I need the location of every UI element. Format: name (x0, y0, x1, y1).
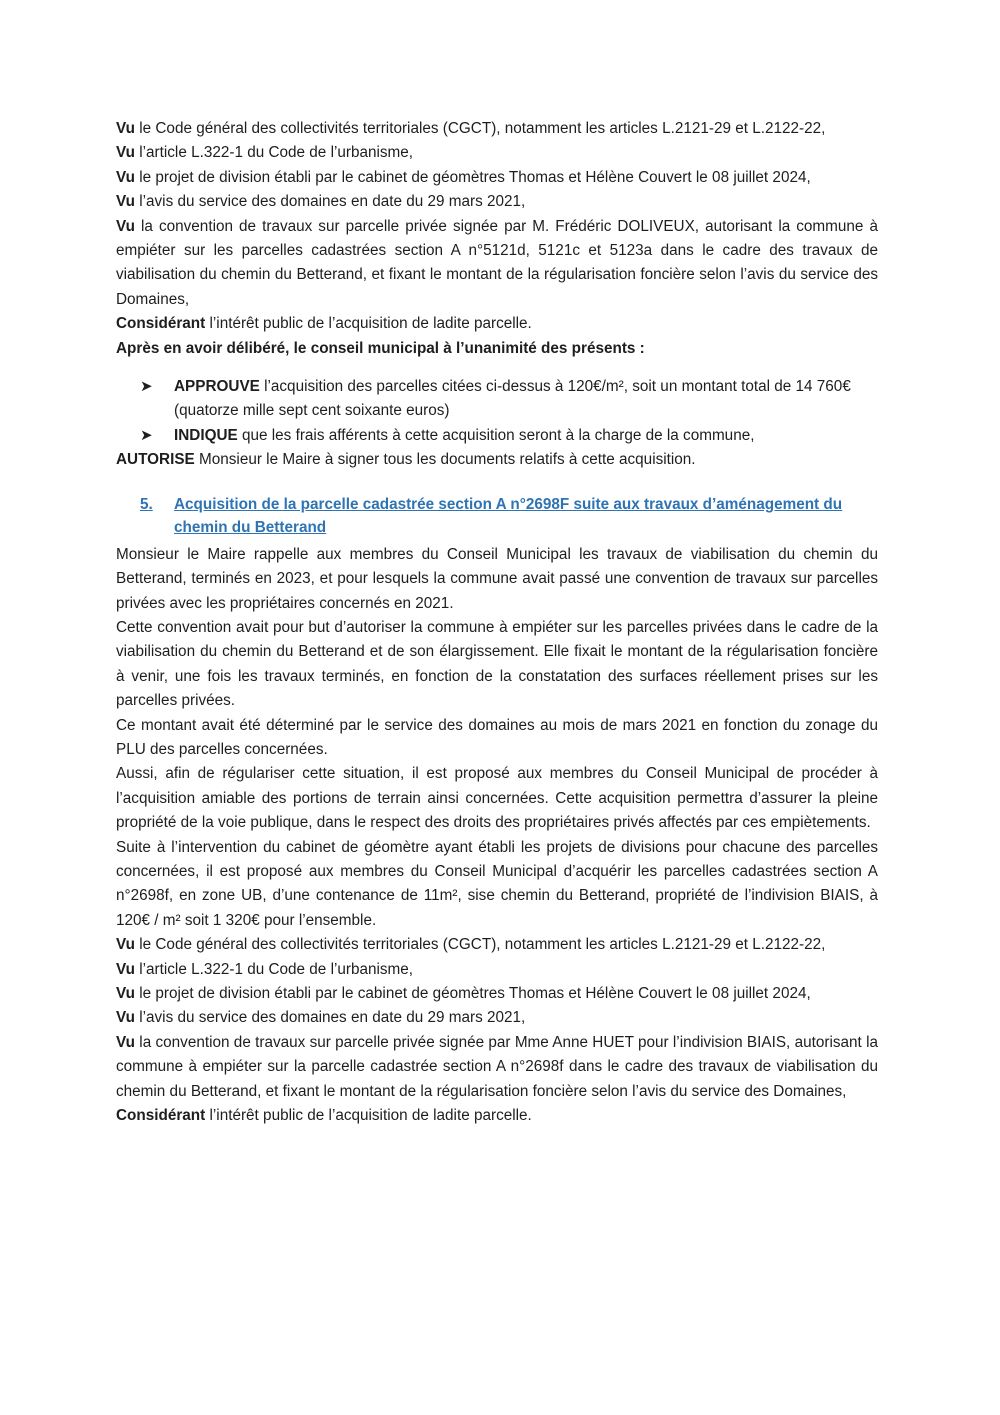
arrow-bullet-icon: ➤ (140, 378, 153, 396)
vu-cgct: Vu le Code général des collectivités territoriales (CGCT), notamment les articles L.2121-29 et L.2122-22, (116, 120, 826, 137)
vu-avis: Vu l’avis du service des domaines en date du 29 mars 2021, (116, 193, 526, 211)
arrow-bullet-icon: ➤ (140, 426, 153, 444)
vu-article: Vu l’article L.322-1 du Code de l’urbanisme, (116, 960, 414, 978)
vu-article: Vu l’article L.322-1 du Code de l’urbanisme, (116, 144, 414, 162)
paragraph: Monsieur le Maire rappelle aux membres du Conseil Municipal les travaux de viabilisation du chemin du Betterand, terminés en 2023, et pour lesquels la commune avait passé une convention de travaux sur parcelles privées avec les propriétaires concernés en 2021. (116, 545, 878, 612)
vu-convention: Vu la convention de travaux sur parcelle privée signée par Mme Anne HUET pour l’indivision BIAIS, autorisant la commune à empiéter sur la parcelle cadastrée section A n°2698f dans le cadre des travaux de viabilisation du chemin du Betterand, et fixant le montant de la régularisation foncière selon l’avis du service des Domaines, (116, 1033, 878, 1100)
paragraph: Cette convention avait pour but d’autoriser la commune à empiéter sur les parcelles privées dans le cadre de la viabilisation du chemin du Betterand et de son élargissement. Elle fixait le montant de la régularisation foncière à venir, une fois les travaux terminés, en fonction de la constatation des surfaces réellement prises sur les parcelles privées. (116, 618, 878, 710)
paragraph: Ce montant avait été déterminé par le service des domaines au mois de mars 2021 en fonction du zonage du PLU des parcelles concernées. (116, 716, 878, 758)
considerant: Considérant l’intérêt public de l’acquisition de ladite parcelle. (116, 315, 532, 333)
vu-projet: Vu le projet de division établi par le cabinet de géomètres Thomas et Hélène Couvert le 08 juillet 2024, (116, 168, 811, 186)
deliberation-intro: Après en avoir délibéré, le conseil municipal à l’unanimité des présents : (116, 339, 645, 357)
paragraph: Suite à l’intervention du cabinet de géomètre ayant établi les projets de divisions pour chacune des parcelles concernées, il est proposé aux membres du Conseil Municipal d’acquérir les parcelles cadastrées section A n°2698f, en zone UB, d’une contenance de 11m², sise chemin du Betterand, propriété de l’indivision BIAIS, à 120€ / m² soit 1 320€ pour l’ensemble. (116, 838, 878, 929)
vu-cgct: Vu le Code général des collectivités territoriales (CGCT), notamment les articles L.2121-29 et L.2122-22, (116, 936, 826, 954)
vu-projet: Vu le projet de division établi par le cabinet de géomètres Thomas et Hélène Couvert le 08 juillet 2024, (116, 985, 811, 1002)
vu-convention: Vu la convention de travaux sur parcelle privée signée par M. Frédéric DOLIVEUX, autorisant la commune à empiéter sur les parcelles cadastrées section A n°5121d, 5121c et 5123a dans le cadre des travaux de viabilisation du chemin du Betterand, et fixant le montant de la régularisation foncière selon l’avis du service des Domaines, (116, 217, 878, 308)
considerant: Considérant l’intérêt public de l’acquisition de ladite parcelle. (116, 1107, 532, 1125)
section-number: 5. (140, 495, 153, 513)
paragraph: Aussi, afin de régulariser cette situation, il est proposé aux membres du Conseil Municipal de procéder à l’acquisition amiable des portions de terrain ainsi concernées. Cette acquisition permettra d’assurer la pleine propriété de la voie publique, dans le respect des droits des propriétaires privés affectés par ces empiètements. (116, 765, 878, 832)
section-title: Acquisition de la parcelle cadastrée section A n°2698F suite aux travaux d’aménagement du chemin du Betterand (174, 495, 843, 536)
vu-avis: Vu l’avis du service des domaines en date du 29 mars 2021, (116, 1009, 526, 1027)
list-item: ➤ INDIQUE que les frais afférents à cette acquisition seront à la charge de la commune, (116, 424, 878, 448)
section-5-heading (116, 493, 878, 539)
autorise: AUTORISE Monsieur le Maire à signer tous les documents relatifs à cette acquisition. (116, 451, 696, 469)
decision-list (116, 375, 878, 448)
list-item: ➤ APPROUVE l’acquisition des parcelles citées ci-dessus à 120€/m², soit un montant total de 14 760€ (quatorze mille sept cent soixante euros) (116, 375, 878, 424)
